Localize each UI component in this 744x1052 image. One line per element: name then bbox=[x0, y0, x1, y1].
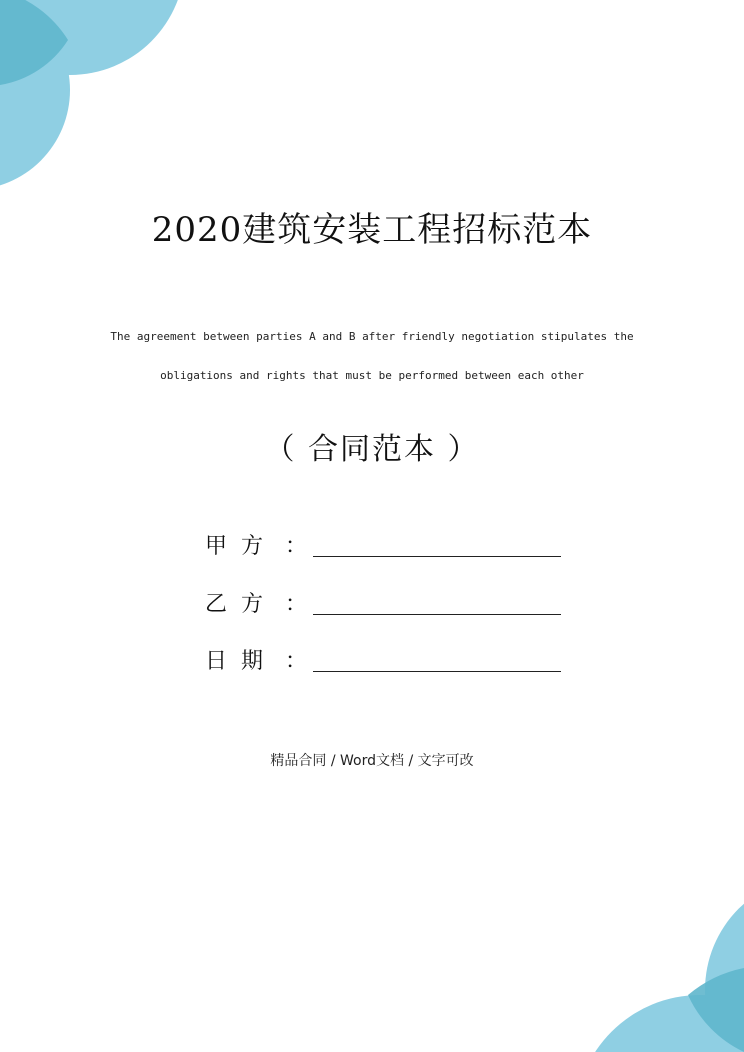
date-field bbox=[205, 645, 561, 675]
footer-note: 精品合同 / Word文档 / 文字可改 bbox=[270, 753, 474, 769]
party-b-label: 乙 方 bbox=[205, 592, 263, 617]
subtitle-line-1: The agreement between parties A and B after friendly negotiation stipulates the bbox=[110, 330, 634, 343]
party-b-colon: ： bbox=[285, 592, 308, 617]
party-a-blank[interactable] bbox=[313, 534, 561, 557]
date-blank[interactable] bbox=[313, 649, 561, 672]
party-a-field bbox=[205, 530, 561, 560]
party-a-colon: ： bbox=[285, 534, 308, 559]
document-type: （ 合同范本 ） bbox=[264, 432, 480, 467]
party-b-field bbox=[205, 588, 561, 618]
party-b-blank[interactable] bbox=[313, 592, 561, 615]
date-label: 日 期 bbox=[205, 649, 263, 674]
document-title: 2020建筑安装工程招标范本 bbox=[151, 210, 593, 250]
party-a-label: 甲 方 bbox=[205, 534, 263, 559]
subtitle-line-2: obligations and rights that must be performed between each other bbox=[160, 369, 584, 382]
date-colon: ： bbox=[285, 649, 308, 674]
